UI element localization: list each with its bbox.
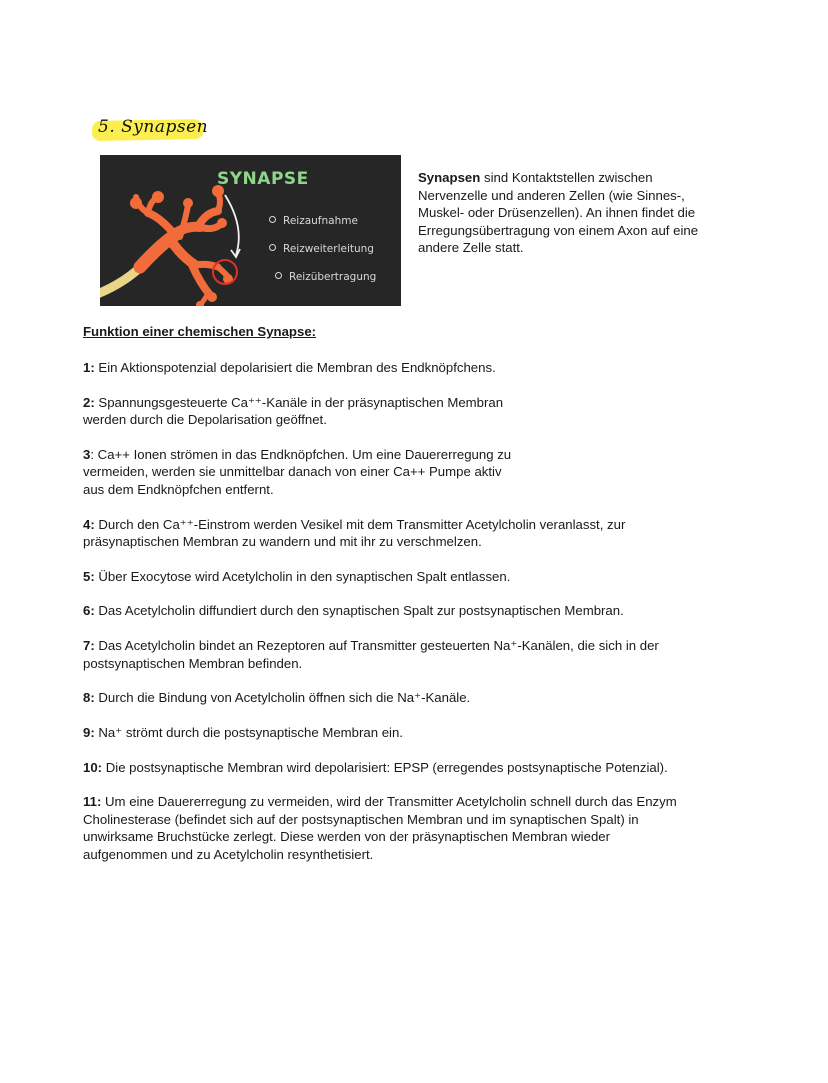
figure-item: Reizweiterleitung <box>269 243 374 255</box>
step-line <box>83 359 743 377</box>
step-line <box>83 759 743 777</box>
steps-list <box>83 359 743 881</box>
step-line <box>83 568 743 586</box>
step-3 <box>83 446 743 499</box>
step-text: Durch den Ca⁺⁺-Einstrom werden Vesikel mit dem Transmitter Acetylcholin veranlasst, zur <box>98 516 626 532</box>
step-line <box>83 846 743 864</box>
step-text: : Ca++ Ionen strömen in das Endknöpfchen. Um eine Dauererregung zu <box>90 446 512 462</box>
step-line <box>83 655 743 673</box>
step-text: postsynaptischen Membran befinden. <box>83 655 303 671</box>
section-heading <box>92 116 209 142</box>
intro-line: Erregungsübertragung von einem Axon auf eine <box>418 222 699 238</box>
step-line <box>83 689 743 707</box>
step-line <box>83 828 743 846</box>
step-text: Spannungsgesteuerte Ca⁺⁺-Kanäle in der präsynaptischen Membran <box>98 394 504 410</box>
bullet-icon <box>275 272 282 279</box>
heading-text: 5. Synapsen <box>98 117 209 137</box>
step-number: 4: <box>83 516 95 532</box>
step-line <box>83 446 743 464</box>
figure-item: Reizaufnahme <box>269 215 358 227</box>
synapse-figure <box>100 155 401 306</box>
step-line <box>83 637 743 655</box>
figure-item: Reizübertragung <box>275 271 376 283</box>
bullet-icon <box>269 216 276 223</box>
step-line <box>83 602 743 620</box>
figure-title: SYNAPSE <box>217 169 309 189</box>
bullet-icon <box>269 244 276 251</box>
step-text: präsynaptischen Membran zu wandern und mit ihr zu verschmelzen. <box>83 534 482 550</box>
step-number: 3 <box>83 446 91 462</box>
step-number: 6: <box>83 603 95 619</box>
step-11 <box>83 793 743 863</box>
step-line <box>83 724 743 742</box>
step-text: Um eine Dauererregung zu vermeiden, wird der Transmitter Acetylcholin schnell durch das Enzym <box>105 794 677 810</box>
step-number: 1: <box>83 360 95 375</box>
intro-line: andere Zelle statt. <box>418 240 524 255</box>
intro-line: Nervenzelle und anderen Zellen (wie Sinnes-, <box>418 187 685 203</box>
step-line <box>83 533 743 551</box>
step-1 <box>83 359 743 377</box>
step-line <box>83 463 743 481</box>
step-2 <box>83 394 743 429</box>
step-number: 5: <box>83 568 95 584</box>
step-text: werden durch die Depolarisation geöffnet. <box>83 412 327 428</box>
step-text: Über Exocytose wird Acetylcholin in den synaptischen Spalt entlassen. <box>98 568 511 584</box>
step-number: 2: <box>83 394 95 410</box>
step-10 <box>83 759 743 777</box>
intro-line: Muskel- oder Drüsenzellen). An ihnen findet die <box>418 205 696 220</box>
intro-line: Synapsen sind Kontaktstellen zwischen <box>418 170 653 185</box>
step-line <box>83 411 743 429</box>
step-line <box>83 394 743 412</box>
step-line <box>83 481 743 499</box>
intro-paragraph <box>418 169 738 257</box>
step-text: Na⁺ strömt durch die postsynaptische Membran ein. <box>98 725 403 740</box>
step-text: unwirksame Bruchstücke zerlegt. Diese werden von der präsynaptischen Membran wieder <box>83 829 611 845</box>
step-text: Durch die Bindung von Acetylcholin öffnen sich die Na⁺-Kanäle. <box>98 690 471 706</box>
step-line <box>83 811 743 829</box>
step-text: Cholinesterase (befindet sich auf der postsynaptischen Membran und im synaptischen Spalt) in <box>83 811 639 827</box>
section-title: Funktion einer chemischen Synapse: <box>83 324 317 339</box>
step-number: 10: <box>83 759 103 775</box>
step-9 <box>83 724 743 742</box>
step-number: 8: <box>83 690 95 706</box>
step-5 <box>83 568 743 586</box>
step-line <box>83 793 743 811</box>
step-line <box>83 516 743 534</box>
step-4 <box>83 516 743 551</box>
step-number: 11: <box>83 794 102 810</box>
step-text: aufgenommen und zu Acetylcholin resynthetisiert. <box>83 846 374 862</box>
step-text: Das Acetylcholin bindet an Rezeptoren auf Transmitter gesteuerten Na⁺-Kanälen, die sich in der <box>98 638 659 654</box>
step-text: Die postsynaptische Membran wird depolarisiert: EPSP (erregendes postsynaptische Potenzial). <box>105 759 668 775</box>
step-text: Ein Aktionspotenzial depolarisiert die Membran des Endknöpfchens. <box>98 360 496 375</box>
step-8 <box>83 689 743 707</box>
step-text: Das Acetylcholin diffundiert durch den synaptischen Spalt zur postsynaptischen Membran. <box>98 603 624 619</box>
step-7 <box>83 637 743 672</box>
step-text: vermeiden, werden sie unmittelbar danach von einer Ca++ Pumpe aktiv <box>83 464 502 480</box>
step-number: 7: <box>83 638 95 654</box>
step-number: 9: <box>83 725 95 740</box>
step-text: aus dem Endknöpfchen entfernt. <box>83 481 274 497</box>
step-6 <box>83 602 743 620</box>
